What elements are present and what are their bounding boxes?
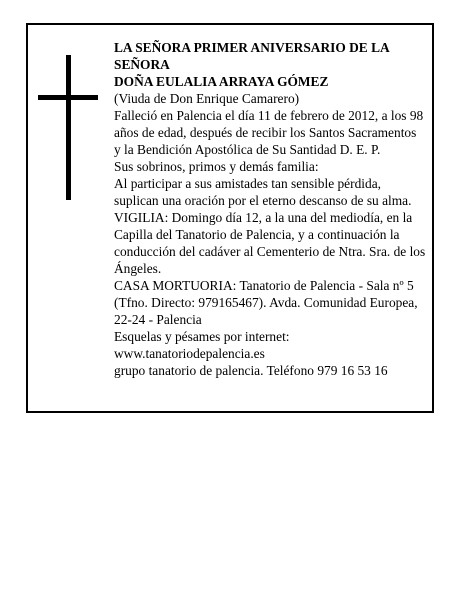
website-link: www.tanatoriodepalencia.es [114,346,265,361]
death-details: Falleció en Palencia el día 11 de febrero de 2012, a los 98 años de edad, después de recibir los Santos Sacramentos y la Bendición Apostólica de Su Santidad D. E. P. [114,108,424,157]
cross-icon [38,55,98,200]
notice-text [114,39,426,379]
vigil-details: VIGILIA: Domingo día 12, a la una del mediodía, en la Capilla del Tanatorio de Palencia, y a continuación la conducción del cadáver al Cementerio de Ntra. Sra. de los Ángeles. [114,210,426,276]
widow-of-line: (Viuda de Don Enrique Camarero) [114,91,300,106]
funeral-home-details: CASA MORTUORIA: Tanatorio de Palencia - Sala nº 5 (Tfno. Directo: 979165467). Avda. Comunidad Europea, 22-24 - Palencia [114,278,418,327]
notice-heading: LA SEÑORA PRIMER ANIVERSARIO DE LA SEÑORA [114,40,389,72]
cross-vertical-bar [66,55,71,200]
deceased-name: DOÑA EULALIA ARRAYA GÓMEZ [114,74,329,89]
internet-label: Esquelas y pésames por internet: [114,329,290,344]
prayer-request: Al participar a sus amistades tan sensible pérdida, suplican una oración por el eterno descanso de su alma. [114,176,412,208]
family-line: Sus sobrinos, primos y demás familia: [114,159,319,174]
footer-contact: grupo tanatorio de palencia. Teléfono 979 16 53 16 [114,363,388,378]
obituary-notice [26,23,434,413]
cross-horizontal-bar [38,95,98,100]
